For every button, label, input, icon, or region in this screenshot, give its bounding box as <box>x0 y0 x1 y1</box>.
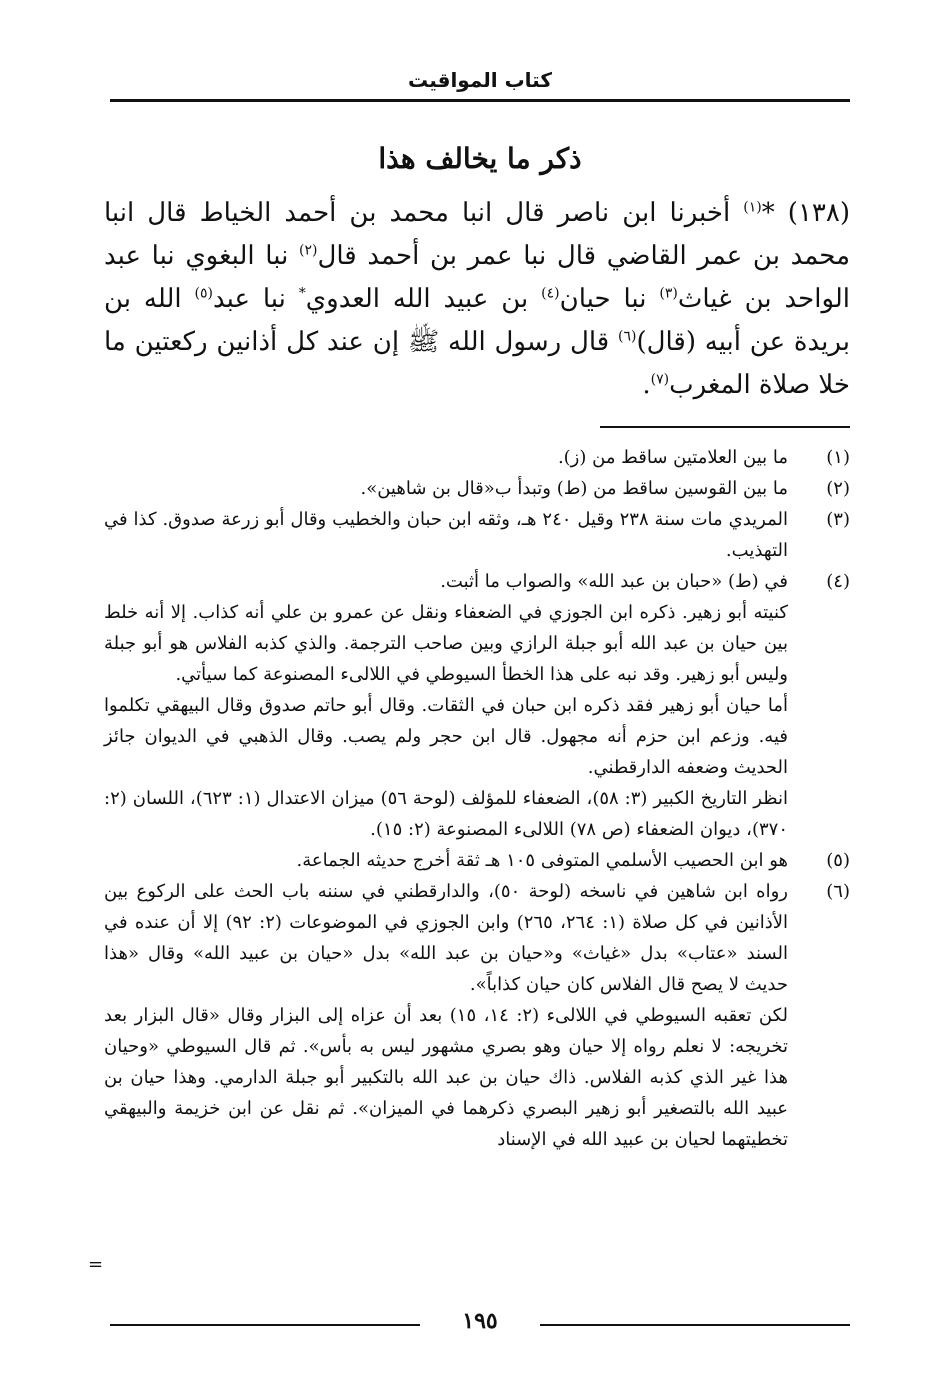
footnote-ref-5: (٥) <box>194 285 213 302</box>
hadith-number: (١٣٨) * <box>761 198 850 228</box>
hadith-paragraph <box>104 192 850 407</box>
footnote-item <box>104 566 850 597</box>
text-segment: أخبرنا ابن ناصر قال انبا محمد بن أحمد الخياط قال انبا محمد بن عمر القاضي قال نبا عمر بن أحمد قال <box>104 198 851 271</box>
section-title: ذكر ما يخالف هذا <box>378 142 582 175</box>
footnote-item <box>104 504 850 566</box>
continuation-mark: = <box>88 1254 104 1275</box>
footnote-ref-6: (٦) <box>617 328 637 345</box>
footnote-number: (٦) <box>826 881 850 902</box>
footnote-number: (١) <box>826 447 850 468</box>
footnote-ref-4: (٤) <box>541 285 560 302</box>
footnote-ref-1: (١) <box>743 199 762 216</box>
footnote-continuation: كنيته أبو زهير. ذكره ابن الجوزي في الضعفاء ونقل عن عمرو بن علي أنه كذاب. إلا أنه خلط بين حيان بن عبد الله أبو جبلة الرازي وبين صاحب الترجمة. والذي كذبه الفلاس هو أبو جبلة وليس أبو زهير. وقد نبه على هذا الخطأ السيوطي في اللالىء المصنوعة كما سيأتي. <box>104 602 788 685</box>
footer-rule-left <box>110 1324 420 1326</box>
page-footer <box>110 1308 850 1338</box>
section-mark: * <box>298 285 306 302</box>
running-header <box>110 62 850 102</box>
footnote-continuation: أما حيان أبو زهير فقد ذكره ابن حبان في الثقات. وقال أبو حاتم صدوق وقال البيهقي تكلموا فيه. وزعم ابن حزم أنه مجهول. قال ابن حجر ولم يصب. وقال الذهبي في الديوان جائز الحديث وضعفه الدارقطني. <box>104 695 788 778</box>
footnote-text: المريدي مات سنة ٢٣٨ وقيل ٢٤٠ هـ، وثقه ابن حبان والخطيب وقال أبو زرعة صدوق. كذا في التهذيب. <box>104 509 788 561</box>
footnote-item <box>104 473 850 504</box>
text-segment: نبا حيان <box>559 284 660 314</box>
footnote-ref-3: (٣) <box>659 285 678 302</box>
text-segment: بن عبيد الله العدوي <box>305 284 542 314</box>
footnote-separator <box>600 426 850 428</box>
footnote-item <box>104 845 850 876</box>
footnote-number: (٤) <box>826 571 850 592</box>
main-text <box>104 192 850 407</box>
footnote-ref-7: (٧) <box>650 371 670 388</box>
footnote-ref-2: (٢) <box>298 242 318 259</box>
footnote-text: رواه ابن شاهين في ناسخه (لوحة ٥٠)، والدارقطني في سننه باب الحث على الركوع بين الأذانين في كل صلاة (١: ٢٦٤، ٢٦٥) وابن الجوزي في الموضوعات (٢: ٩٢) إلا أن عنده في السند «عتاب» بدل «غياث» و«حيان بن عبد الله» بدل «حيان بن عبيد الله» وقال «هذا حديث لا يصح قال الفلاس كان حيان كذاباً». <box>104 881 789 995</box>
footnote-item <box>104 442 850 473</box>
footnotes <box>104 442 850 1155</box>
footnote-continuation: لكن تعقبه السيوطي في اللالىء (٢: ١٤، ١٥) بعد أن عزاه إلى البزار وقال «قال البزار بعد تخريجه: لا نعلم رواه إلا حيان وهو بصري مشهور ليس به بأس». ثم قال السيوطي «وحيان هذا غير الذي كذبه الفلاس. ذاك حيان بن عبد الله بالتكبير أبو جبلة الدارمي. وهذا حيان بن عبيد الله بالتصغير أبو زهير البصري ذكرهما في الميزان». ثم نقل عن ابن خزيمة والبيهقي تخطيتهما لحيان بن عبيد الله في الإسناد <box>104 1005 789 1150</box>
header-title: كتاب المواقيت <box>408 68 552 92</box>
footnote-number: (٥) <box>826 850 850 871</box>
header-rule <box>110 99 850 102</box>
footnote-item <box>104 876 850 1000</box>
footnote-number: (٢) <box>826 478 850 499</box>
text-segment: نبا عبد <box>212 284 299 314</box>
text-segment: قال رسول الله ﷺ إن عند كل أذانين ركعتين ما خلا صلاة المغرب <box>104 327 850 400</box>
footnote-text: ما بين القوسين ساقط من (ط) وتبدأ ب«قال بن شاهين». <box>360 478 788 499</box>
footnote-continuation: انظر التاريخ الكبير (٣: ٥٨)، الضعفاء للمؤلف (لوحة ٥٦) ميزان الاعتدال (١: ٦٢٣)، اللسان (٢: ٣٧٠)، ديوان الضعفاء (ص ٧٨) اللالىء المصنوعة (٢: ١٥). <box>104 788 788 840</box>
footnote-text: في (ط) «حبان بن عبد الله» والصواب ما أثبت. <box>440 571 788 592</box>
text-segment: نبا البغوي نبا عبد الواحد بن غياث <box>104 241 851 314</box>
page-number: ١٩٥ <box>462 1308 498 1334</box>
text-segment: الله بن بريدة عن أبيه (قال) <box>104 284 850 357</box>
footnote-number: (٣) <box>826 509 850 530</box>
text-segment: . <box>642 370 651 400</box>
footnote-text: هو ابن الحصيب الأسلمي المتوفى ١٠٥ هـ ثقة أخرج حديثه الجماعة. <box>296 850 788 871</box>
footnote-text: ما بين العلامتين ساقط من (ز). <box>557 447 788 468</box>
